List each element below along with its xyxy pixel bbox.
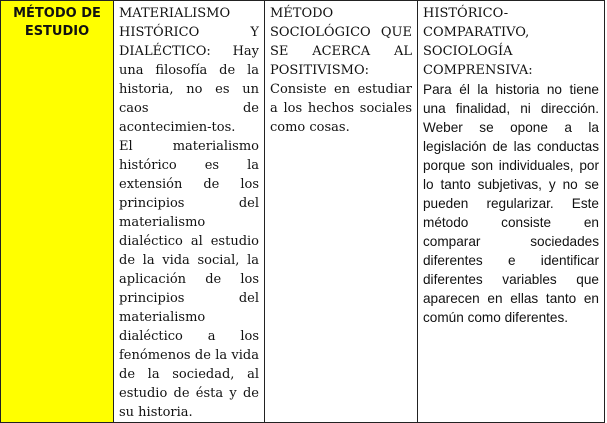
cell-metodo-sociologico-heading: MÉTODO SOCIOLÓGICO QUE SE ACERCA AL POSITIVISMO: (270, 6, 412, 78)
header-cell-metodo-de-estudio (1, 1, 114, 423)
cell-materialismo-paragraph-1: Hay una filosofía de la historia, no es un caos de acontecimien-tos. (119, 44, 259, 135)
cell-metodo-sociologico-paragraph: Consiste en estudiar a los hechos sociales como cosas. (270, 82, 412, 135)
cell-materialismo-text (119, 4, 259, 137)
cell-metodo-sociologico (265, 1, 418, 423)
cell-materialismo-heading: MATERIALISMO HISTÓRICO Y DIALÉCTICO: (119, 6, 259, 59)
cell-historico-comparativo-paragraph: Para él la historia no tiene una finalidad, ni dirección. Weber se opone a la legislación de las conductas porque son individuales, por lo tanto subjetivas, y no se pueden regularizar. Este método consiste en comparar sociedades diferentes e identificar diferentes variables que aparecen en ellas tanto en común como diferentes. (423, 82, 599, 325)
cell-materialismo (114, 1, 265, 423)
cell-materialismo-paragraph-2: El materialismo histórico es la extensión de los principios del materialismo dialéctico al estudio de la vida social, la aplicación de los principios del materialismo dialéctico a los fenómenos de la vida de la sociedad, al estudio de ésta y de su historia. (119, 139, 259, 420)
cell-historico-comparativo-heading: HISTÓRICO-COMPARATIVO, SOCIOLOGÍA COMPRENSIVA: (423, 6, 533, 78)
cell-historico-comparativo (418, 1, 605, 423)
table-row (1, 1, 605, 423)
header-cell-label: MÉTODO DE ESTUDIO (13, 6, 101, 39)
